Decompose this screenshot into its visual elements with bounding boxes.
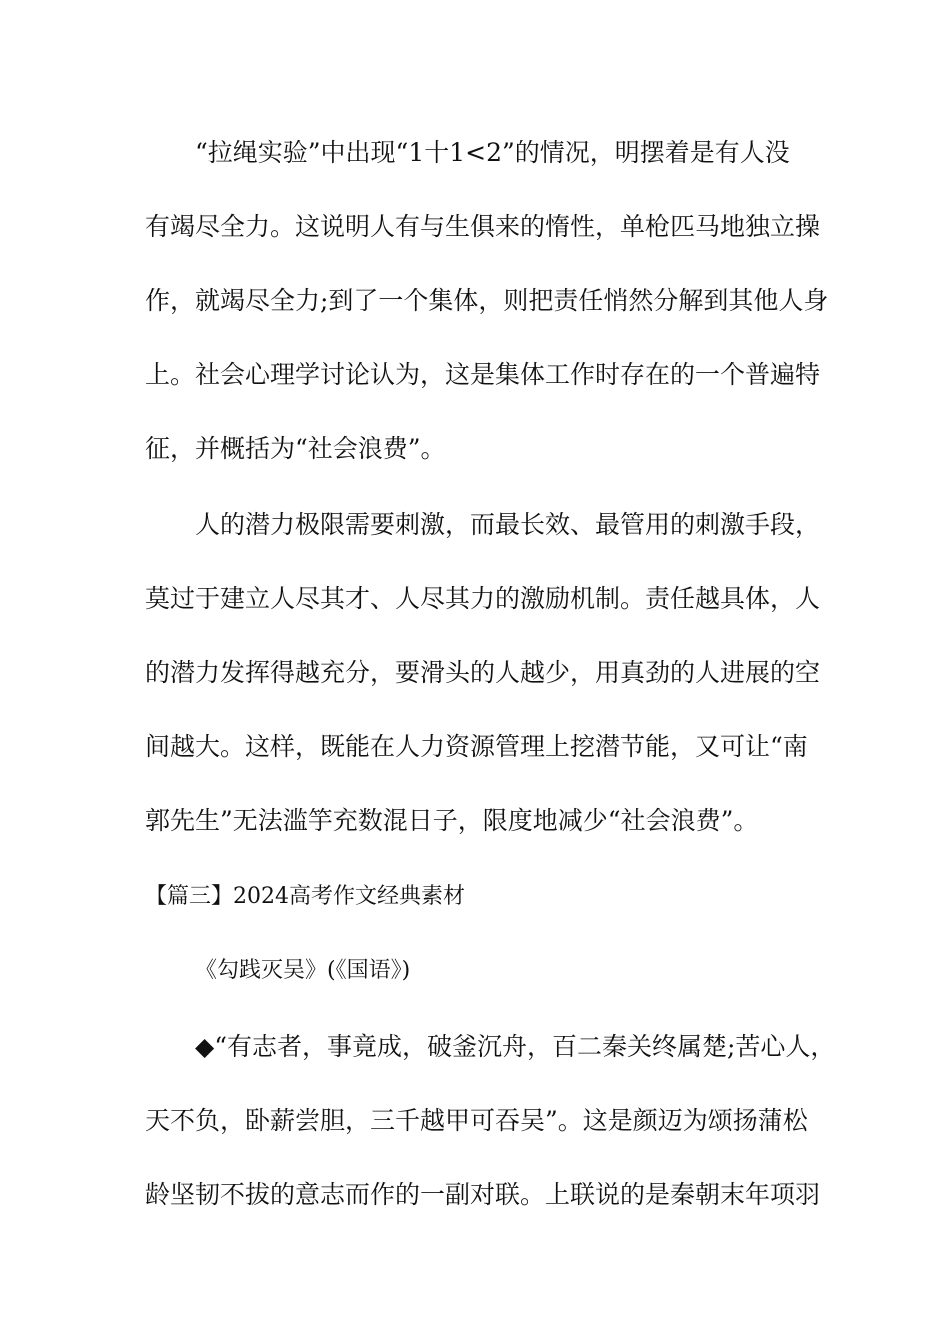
paragraph-1-line-3: 作，就竭尽全力;到了一个集体，则把责任悄然分解到其他人身	[145, 286, 829, 315]
paragraph-2-line-4: 间越大。这样，既能在人力资源管理上挖潜节能，又可让“南	[145, 732, 808, 761]
paragraph-2-line-2: 莫过于建立人尽其才、人尽其力的激励机制。责任越具体，人	[145, 584, 821, 613]
paragraph-2-line-5: 郭先生”无法滥竽充数混日子，限度地减少“社会浪费”。	[145, 806, 759, 835]
paragraph-1-line-2: 有竭尽全力。这说明人有与生俱来的惰性，单枪匹马地独立操	[145, 212, 821, 241]
bullet-paragraph-line-3: 龄坚韧不拔的意志而作的一副对联。上联说的是秦朝末年项羽	[145, 1180, 821, 1209]
paragraph-2-line-1: 人的潜力极限需要刺激，而最长效、最管用的刺激手段，	[195, 510, 821, 539]
paragraph-1-line-5: 征，并概括为“社会浪费”。	[145, 434, 446, 463]
section-heading: 【篇三】2024高考作文经典素材	[145, 884, 465, 909]
paragraph-2-line-3: 的潜力发挥得越充分，要滑头的人越少，用真劲的人进展的空	[145, 658, 821, 687]
bullet-paragraph-line-2: 天不负，卧薪尝胆，三千越甲可吞吴”。这是颜迈为颂扬蒲松	[145, 1106, 808, 1135]
paragraph-1-line-1: “拉绳实验”中出现“1十1<2”的情况，明摆着是有人没	[195, 138, 790, 167]
source-subtitle: 《勾践灭吴》(《国语》)	[195, 958, 411, 983]
bullet-paragraph-line-1: ◆“有志者，事竟成，破釜沉舟，百二秦关终属楚;苦心人，	[195, 1032, 836, 1061]
paragraph-1-line-4: 上。社会心理学讨论认为，这是集体工作时存在的一个普遍特	[145, 360, 821, 389]
